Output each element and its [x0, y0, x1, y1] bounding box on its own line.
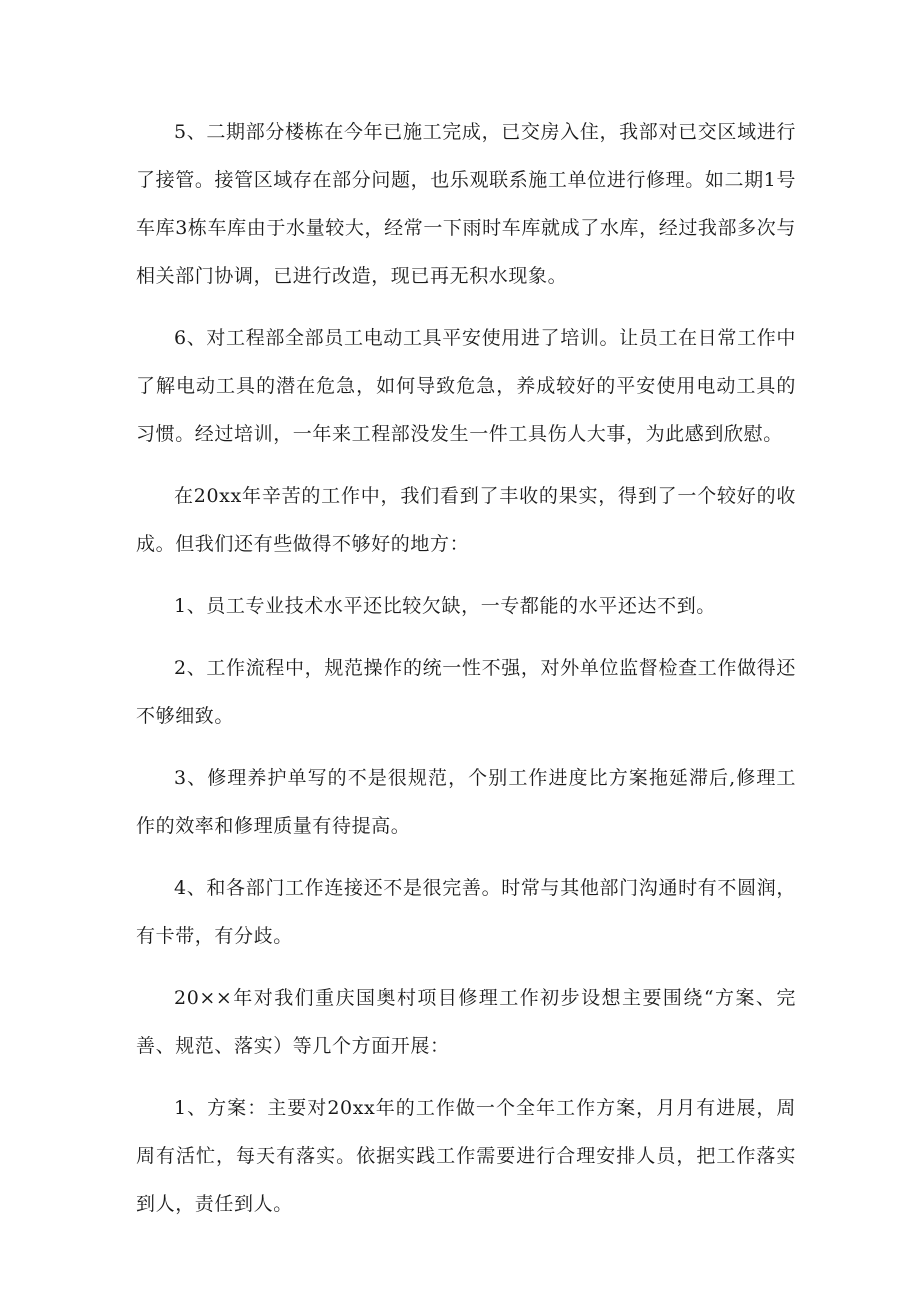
paragraph-plan-intro: 20××年对我们重庆国奥村项目修理工作初步设想主要围绕“方案、完善、规范、落实）等几个方面开展：	[136, 987, 796, 1057]
paragraph-summary-shortcomings: 在20xx年辛苦的工作中，我们看到了丰收的果实，得到了一个较好的收成。但我们还有些做得不够好的地方：	[136, 485, 796, 555]
paragraph-plan-1: 1、方案：主要对20xx年的工作做一个全年工作方案，月月有进展，周周有活忙，每天有落实。依据实践工作需要进行合理安排人员，把工作落实到人，责任到人。	[136, 1097, 796, 1215]
paragraph-shortcoming-3: 3、修理养护单写的不是很规范，个别工作进度比方案拖延滞后,修理工作的效率和修理质量有待提高。	[136, 767, 796, 837]
paragraph-item-6-tool-training: 6、对工程部全部员工电动工具平安使用进了培训。让员工在日常工作中了解电动工具的潜在危急，如何导致危急，养成较好的平安使用电动工具的习惯。经过培训，一年来工程部没发生一件工具伤人大事，为此感到欣慰。	[136, 327, 796, 445]
paragraph-shortcoming-2: 2、工作流程中，规范操作的统一性不强，对外单位监督检查工作做得还不够细致。	[136, 657, 796, 727]
document-page	[136, 108, 796, 1242]
paragraph-shortcoming-1: 1、员工专业技术水平还比较欠缺，一专都能的水平还达不到。	[174, 595, 716, 617]
paragraph-item-5-handover: 5、二期部分楼栋在今年已施工完成，已交房入住，我部对已交区域进行了接管。接管区域存在部分问题，也乐观联系施工单位进行修理。如二期1号车库3栋车库由于水量较大，经常一下雨时车库就成了水库，经过我部多次与相关部门协调，已进行改造，现已再无积水现象。	[136, 121, 796, 287]
paragraph-shortcoming-4: 4、和各部门工作连接还不是很完善。时常与其他部门沟通时有不圆润，有卡带，有分歧。	[136, 877, 796, 947]
